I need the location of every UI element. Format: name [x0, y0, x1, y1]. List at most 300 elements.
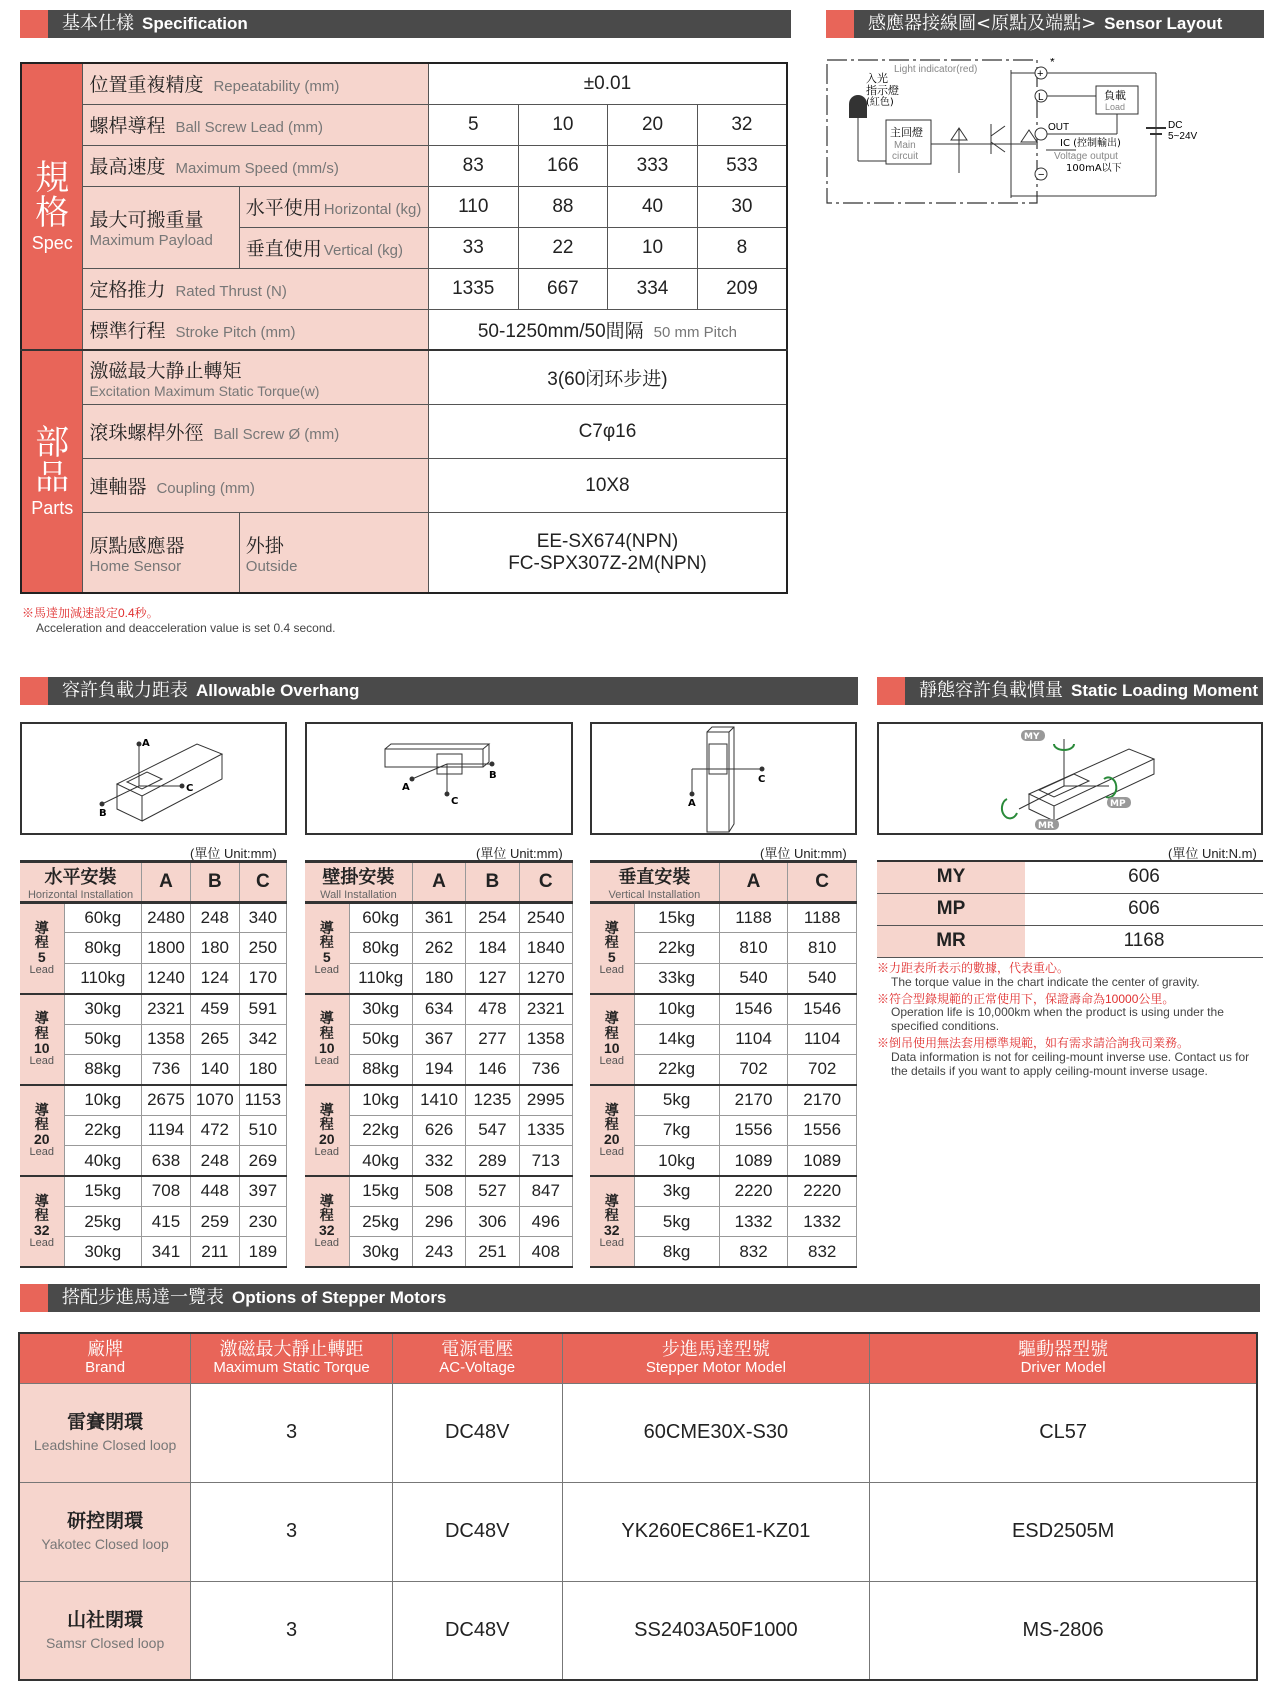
value-cell: 306 — [466, 1206, 519, 1236]
value-cell: 340 — [239, 903, 286, 933]
value-cell: 1556 — [719, 1115, 788, 1145]
value-cell: 1840 — [519, 933, 572, 963]
light-indicator-text: Light indicator(red) — [894, 64, 978, 75]
spec-side-cn1: 規 — [35, 158, 70, 197]
moment-row — [877, 925, 1263, 957]
thrust-cn: 定格推力 — [89, 279, 166, 302]
value-cell: 254 — [466, 903, 519, 933]
value-cell: 277 — [466, 1024, 519, 1054]
load-cell: 15kg — [634, 903, 719, 933]
spec-note — [22, 604, 336, 635]
moment-diagram-svg — [879, 724, 1261, 833]
overhang-header-row — [20, 862, 287, 903]
col-en: Brand — [85, 1358, 126, 1376]
col-cn: 廠牌 — [87, 1339, 124, 1361]
lead-group-label — [590, 1176, 634, 1267]
moment-key: MY — [877, 861, 1025, 893]
value-cell: 708 — [142, 1176, 191, 1206]
value-cell: 189 — [239, 1237, 286, 1267]
value-cell: 472 — [190, 1115, 239, 1145]
installation-title — [305, 862, 412, 903]
value-cell: 194 — [412, 1054, 465, 1084]
value-cell: 832 — [788, 1237, 857, 1267]
horizontal-overhang-table — [20, 860, 287, 1268]
value-cell: 626 — [412, 1115, 465, 1145]
value-cell: 638 — [142, 1146, 191, 1176]
lead-group-en: Lead — [29, 1236, 54, 1249]
lead-group-value: 32 — [318, 1222, 335, 1239]
speed-cn: 最高速度 — [89, 156, 166, 179]
load-cell: 10kg — [349, 1085, 412, 1115]
sensor-sub-en: Outside — [245, 557, 298, 575]
repeat-value: ±0.01 — [428, 63, 787, 104]
value-cell: 1089 — [719, 1146, 788, 1176]
main-circuit-en2: circuit — [892, 151, 919, 162]
wall-overhang-table — [305, 860, 573, 1268]
diagram-label-a: A — [688, 798, 696, 809]
moment-note-cn: ※力距表所表示的數據，代表重心。 — [877, 961, 1070, 975]
value-cell: 1556 — [788, 1115, 857, 1145]
value-cell: 1332 — [788, 1206, 857, 1236]
value-cell: 1800 — [142, 933, 191, 963]
value-cell: 713 — [519, 1146, 572, 1176]
brand-en: Samsr Closed loop — [45, 1634, 165, 1651]
col-a-header: A — [412, 862, 465, 903]
overhang-row — [590, 903, 857, 933]
value-cell: 361 — [412, 903, 465, 933]
driver-model-cell: ESD2505M — [870, 1482, 1257, 1581]
sensor-sub-cn: 外掛 — [245, 534, 284, 557]
installation-en: Horizontal Installation — [27, 889, 134, 901]
lead-cn: 螺桿導程 — [89, 115, 166, 138]
lead-group-value: 10 — [603, 1039, 620, 1056]
sensor-header-cn: 感應器接線圖<原點及端點> — [868, 13, 1097, 34]
lead-group-label — [305, 903, 349, 994]
lead-group-label — [20, 903, 64, 994]
overhang-row — [20, 994, 287, 1024]
value-cell: 540 — [788, 963, 857, 993]
value-cell: 415 — [142, 1206, 191, 1236]
torque-cn: 激磁最大静止轉矩 — [89, 360, 242, 383]
lead-group-value: 20 — [33, 1131, 50, 1147]
spec-note-cn: ※馬達加減速設定0.4秒。 — [22, 606, 159, 620]
col-cn: 激磁最大靜止轉距 — [219, 1339, 364, 1361]
payload-h-label — [239, 186, 428, 227]
motors-header-en: Options of Stepper Motors — [232, 1288, 447, 1307]
load-cell: 3kg — [634, 1176, 719, 1206]
load-cell: 50kg — [349, 1024, 412, 1054]
overhang-row — [20, 1085, 287, 1115]
brand-en: Leadshine Closed loop — [33, 1437, 177, 1453]
motor-model-cell: SS2403A50F1000 — [562, 1581, 870, 1680]
value-cell: 448 — [190, 1176, 239, 1206]
value-cell: 1358 — [142, 1024, 191, 1054]
horizontal-unit: (單位 Unit:mm) — [190, 846, 277, 861]
load-cell: 30kg — [349, 1237, 412, 1267]
col-c-header: C — [239, 862, 286, 903]
lead-group-en: Lead — [599, 1145, 624, 1158]
col-en: AC-Voltage — [439, 1358, 516, 1376]
value-cell: 1358 — [519, 1024, 572, 1054]
motor-model-cell: YK260EC86E1-KZ01 — [562, 1482, 870, 1581]
col-c-header: C — [519, 862, 572, 903]
red-text: (紅色) — [866, 97, 894, 108]
voltage-cell: DC48V — [392, 1581, 562, 1680]
stroke-value-en: 50 mm Pitch — [653, 324, 738, 342]
lead-group-en: Lead — [599, 963, 624, 976]
value-cell: 527 — [466, 1176, 519, 1206]
lead-group-value: 20 — [603, 1131, 620, 1147]
lead-group-label — [20, 994, 64, 1085]
col-c-header: C — [788, 862, 857, 903]
thrust-en: Rated Thrust (N) — [175, 283, 287, 301]
load-en: Load — [1105, 102, 1126, 112]
speed-value: 333 — [608, 145, 698, 186]
load-cell: 22kg — [64, 1115, 142, 1145]
vertical-diagram — [590, 722, 857, 835]
speed-label — [83, 145, 428, 186]
value-cell: 510 — [239, 1115, 286, 1145]
lead-group-value: 5 — [322, 948, 331, 965]
value-cell: 459 — [190, 994, 239, 1024]
load-cell: 30kg — [64, 1237, 142, 1267]
lead-group-en: Lead — [314, 963, 339, 976]
load-cell: 60kg — [349, 903, 412, 933]
diagram-label-a: A — [402, 782, 410, 793]
payload-v-cn: 垂直使用 — [245, 238, 322, 261]
payload-h-value: 30 — [697, 186, 787, 227]
parts-side-en: Parts — [31, 497, 74, 518]
overhang-row — [590, 1176, 857, 1206]
value-cell: 250 — [239, 933, 286, 963]
moment-table — [877, 860, 1263, 958]
moment-unit: (單位 Unit:N.m) — [1168, 846, 1257, 861]
load-cell: 40kg — [64, 1146, 142, 1176]
sensor-diagram — [826, 58, 1216, 206]
lead-group-value: 10 — [318, 1039, 335, 1056]
overhang-header-cn: 容許負載力距表 — [62, 680, 188, 701]
coupling-value: 10X8 — [428, 459, 787, 513]
lead-group-label — [20, 1176, 64, 1267]
stroke-value — [428, 309, 787, 350]
load-cell: 88kg — [349, 1054, 412, 1084]
motors-row — [19, 1383, 1257, 1482]
spec-header-cn: 基本仕樣 — [62, 13, 134, 34]
value-cell: 180 — [412, 963, 465, 993]
value-cell: 332 — [412, 1146, 465, 1176]
col-cn: 驅動器型號 — [1018, 1339, 1109, 1361]
col-cn: 步進馬達型號 — [661, 1339, 770, 1361]
lead-group-cn: 導程 — [604, 1101, 619, 1133]
lead-group-cn: 導程 — [319, 1101, 334, 1133]
col-a-header: A — [719, 862, 788, 903]
torque-value: 3(60闭环步进) — [428, 350, 787, 404]
vertical-unit: (單位 Unit:mm) — [760, 846, 847, 861]
screw-cn: 滾珠螺桿外徑 — [89, 422, 204, 445]
moment-key: MR — [877, 925, 1025, 957]
value-cell: 847 — [519, 1176, 572, 1206]
dc-label: DC — [1168, 120, 1183, 131]
diagram-label-c: C — [758, 774, 766, 785]
moment-header-en: Static Loading Moment — [1071, 681, 1258, 700]
screw-label — [83, 405, 428, 459]
torque-en: Excitation Maximum Static Torque(w) — [89, 383, 320, 400]
value-cell: 2220 — [719, 1176, 788, 1206]
col-en: Stepper Motor Model — [645, 1358, 786, 1376]
installation-en: Vertical Installation — [608, 889, 701, 901]
value-cell: 508 — [412, 1176, 465, 1206]
lead-group-value: 5 — [607, 948, 616, 965]
current-label: 100mA以下 — [1066, 163, 1122, 174]
value-cell: 1188 — [788, 903, 857, 933]
value-cell: 127 — [466, 963, 519, 993]
load-cell: 8kg — [634, 1237, 719, 1267]
load-cell: 80kg — [64, 933, 142, 963]
load-cell: 7kg — [634, 1115, 719, 1145]
spec-side-cn2: 格 — [35, 194, 70, 233]
value-cell: 1270 — [519, 963, 572, 993]
value-cell: 1104 — [719, 1024, 788, 1054]
load-cell: 110kg — [64, 963, 142, 993]
wall-unit: (單位 Unit:mm) — [476, 846, 563, 861]
value-cell: 540 — [719, 963, 788, 993]
value-cell: 259 — [190, 1206, 239, 1236]
spec-note-en: Acceleration and deacceleration value is set 0.4 second. — [36, 621, 336, 635]
screw-en: Ball Screw Ø (mm) — [213, 426, 340, 444]
moment-header — [877, 677, 1263, 705]
speed-en: Maximum Speed (mm/s) — [175, 160, 339, 178]
motors-col-motor — [562, 1333, 870, 1383]
load-cn: 負載 — [1104, 89, 1126, 102]
value-cell: 832 — [719, 1237, 788, 1267]
moment-notes — [877, 962, 1263, 1078]
wall-diagram-svg — [307, 724, 571, 833]
value-cell: 496 — [519, 1206, 572, 1236]
load-cell: 110kg — [349, 963, 412, 993]
stroke-en: Stroke Pitch (mm) — [175, 324, 296, 342]
value-cell: 2540 — [519, 903, 572, 933]
lead-group-en: Lead — [29, 1145, 54, 1158]
lead-value: 5 — [428, 104, 518, 145]
motors-table — [18, 1332, 1258, 1681]
speed-value: 83 — [428, 145, 518, 186]
torque-cell: 3 — [191, 1581, 393, 1680]
horizontal-diagram-svg — [22, 724, 285, 833]
overhang-row — [20, 1176, 287, 1206]
col-b-header: B — [190, 862, 239, 903]
load-cell: 22kg — [634, 933, 719, 963]
value-cell: 265 — [190, 1024, 239, 1054]
lead-group-value: 32 — [33, 1222, 50, 1239]
sensor-header — [826, 10, 1264, 38]
driver-model-cell: MS-2806 — [870, 1581, 1257, 1680]
brand-cell — [19, 1581, 191, 1680]
spec-header — [20, 10, 791, 38]
overhang-header-row — [305, 862, 573, 903]
asterisk-label: * — [1050, 58, 1055, 69]
value-cell: 736 — [519, 1054, 572, 1084]
lead-group-cn: 導程 — [34, 1101, 49, 1133]
motors-col-voltage — [392, 1333, 562, 1383]
moment-header-cn: 靜態容許負載慣量 — [919, 680, 1063, 701]
load-cell: 14kg — [634, 1024, 719, 1054]
value-cell: 342 — [239, 1024, 286, 1054]
in-light-text: 入光 — [866, 72, 888, 85]
value-cell: 269 — [239, 1146, 286, 1176]
value-cell: 140 — [190, 1054, 239, 1084]
overhang-row — [590, 1085, 857, 1115]
value-cell: 367 — [412, 1024, 465, 1054]
sensor-value — [428, 513, 787, 593]
coupling-label — [83, 459, 428, 513]
col-a-header: A — [142, 862, 191, 903]
load-cell: 10kg — [634, 994, 719, 1024]
speed-value: 166 — [518, 145, 608, 186]
overhang-row — [305, 1085, 573, 1115]
voltage-cell: DC48V — [392, 1383, 562, 1482]
moment-value: 606 — [1025, 861, 1263, 893]
lead-group-en: Lead — [599, 1054, 624, 1067]
value-cell: 810 — [719, 933, 788, 963]
repeat-label — [83, 63, 428, 104]
stroke-value-main: 50-1250mm/50間隔 — [477, 321, 644, 343]
parts-side-cn2: 品 — [35, 459, 70, 498]
installation-en: Wall Installation — [320, 889, 397, 901]
torque-cell: 3 — [191, 1383, 393, 1482]
horizontal-diagram — [20, 722, 287, 835]
lead-group-label — [305, 1085, 349, 1176]
value-cell: 180 — [190, 933, 239, 963]
value-cell: 397 — [239, 1176, 286, 1206]
payload-label — [83, 186, 239, 268]
col-en: Maximum Static Torque — [213, 1358, 370, 1376]
driver-model-cell: CL57 — [870, 1383, 1257, 1482]
minus-label: − — [1038, 169, 1045, 181]
motors-col-driver — [870, 1333, 1257, 1383]
load-cell: 22kg — [349, 1115, 412, 1145]
torque-cell: 3 — [191, 1482, 393, 1581]
diagram-label-b: B — [99, 808, 107, 819]
lead-value: 32 — [697, 104, 787, 145]
load-cell: 80kg — [349, 933, 412, 963]
motors-row — [19, 1482, 1257, 1581]
spec-table — [20, 62, 788, 594]
value-cell: 1188 — [719, 903, 788, 933]
lead-en: Ball Screw Lead (mm) — [175, 119, 323, 137]
lead-group-value: 5 — [37, 948, 46, 965]
value-cell: 251 — [466, 1237, 519, 1267]
dc-range-label: 5~24V — [1168, 131, 1198, 142]
load-cell: 15kg — [64, 1176, 142, 1206]
lead-group-value: 20 — [318, 1131, 335, 1147]
moment-note-en: The torque value in the chart indicate the center of gravity. — [891, 974, 1200, 989]
value-cell: 591 — [239, 994, 286, 1024]
overhang-row — [305, 903, 573, 933]
thrust-label — [83, 268, 428, 309]
sensor-wiring-svg — [826, 58, 1216, 206]
lead-group-en: Lead — [314, 1054, 339, 1067]
value-cell: 2170 — [788, 1085, 857, 1115]
value-cell: 547 — [466, 1115, 519, 1145]
value-cell: 248 — [190, 903, 239, 933]
main-circuit-cn: 主回燈 — [890, 126, 923, 139]
load-cell: 25kg — [64, 1206, 142, 1236]
spec-side-en: Spec — [31, 232, 73, 253]
payload-v-en: Vertical (kg) — [323, 242, 403, 260]
diagram-label-b: B — [489, 770, 497, 781]
lead-group-cn: 導程 — [604, 1192, 619, 1224]
value-cell: 180 — [239, 1054, 286, 1084]
value-cell: 1410 — [412, 1085, 465, 1115]
value-cell: 1104 — [788, 1024, 857, 1054]
thrust-value: 667 — [518, 268, 608, 309]
speed-value: 533 — [697, 145, 787, 186]
brand-cell — [19, 1482, 191, 1581]
value-cell: 1546 — [719, 994, 788, 1024]
value-cell: 634 — [412, 994, 465, 1024]
repeat-cn: 位置重複精度 — [89, 74, 204, 97]
motors-header — [20, 1284, 1260, 1312]
lead-group-value: 32 — [603, 1222, 620, 1239]
out-label: OUT — [1048, 122, 1070, 133]
payload-h-value: 40 — [608, 186, 698, 227]
value-cell: 243 — [412, 1237, 465, 1267]
lead-group-label — [590, 994, 634, 1085]
payload-v-value: 10 — [608, 227, 698, 268]
lead-group-en: Lead — [599, 1236, 624, 1249]
col-b-header: B — [466, 862, 519, 903]
lead-group-en: Lead — [29, 1054, 54, 1067]
value-cell: 702 — [719, 1054, 788, 1084]
lead-group-cn: 導程 — [34, 1192, 49, 1224]
lead-group-label — [590, 903, 634, 994]
value-cell: 1089 — [788, 1146, 857, 1176]
value-cell: 1070 — [190, 1085, 239, 1115]
installation-title — [590, 862, 719, 903]
value-cell: 1194 — [142, 1115, 191, 1145]
value-cell: 170 — [239, 963, 286, 993]
repeat-en: Repeatability (mm) — [213, 78, 340, 96]
diagram-label-my: MY — [1024, 732, 1040, 742]
lead-group-cn: 導程 — [319, 919, 334, 951]
vertical-diagram-svg — [592, 724, 855, 833]
overhang-row — [305, 994, 573, 1024]
moment-note-cn: ※符合型錄規範的正常使用下，保證壽命為10000公里。 — [877, 991, 1175, 1006]
load-cell: 25kg — [349, 1206, 412, 1236]
moment-value: 1168 — [1025, 925, 1263, 957]
load-cell: 50kg — [64, 1024, 142, 1054]
installation-cn: 水平安裝 — [44, 867, 117, 888]
value-cell: 408 — [519, 1237, 572, 1267]
motors-header-cn: 搭配步進馬達一覽表 — [62, 1287, 224, 1308]
value-cell: 1153 — [239, 1085, 286, 1115]
moment-note-en: Data information is not for ceiling-mount inverse use. Contact us for the details if you want to apply ceiling-mount inverse usage. — [891, 1049, 1250, 1078]
moment-key: MP — [877, 893, 1025, 925]
lead-group-label — [305, 1176, 349, 1267]
lead-group-cn: 導程 — [319, 1010, 334, 1042]
thrust-value: 209 — [697, 268, 787, 309]
moment-diagram — [877, 722, 1263, 835]
load-cell: 5kg — [634, 1085, 719, 1115]
brand-en: Yakotec Closed loop — [41, 1536, 169, 1552]
lead-group-cn: 導程 — [604, 919, 619, 951]
installation-title — [20, 862, 142, 903]
value-cell: 2170 — [719, 1085, 788, 1115]
installation-cn: 垂直安裝 — [618, 867, 691, 888]
parts-side-cn1: 部 — [35, 423, 70, 462]
lead-group-label — [590, 1085, 634, 1176]
payload-v-value: 33 — [428, 227, 518, 268]
